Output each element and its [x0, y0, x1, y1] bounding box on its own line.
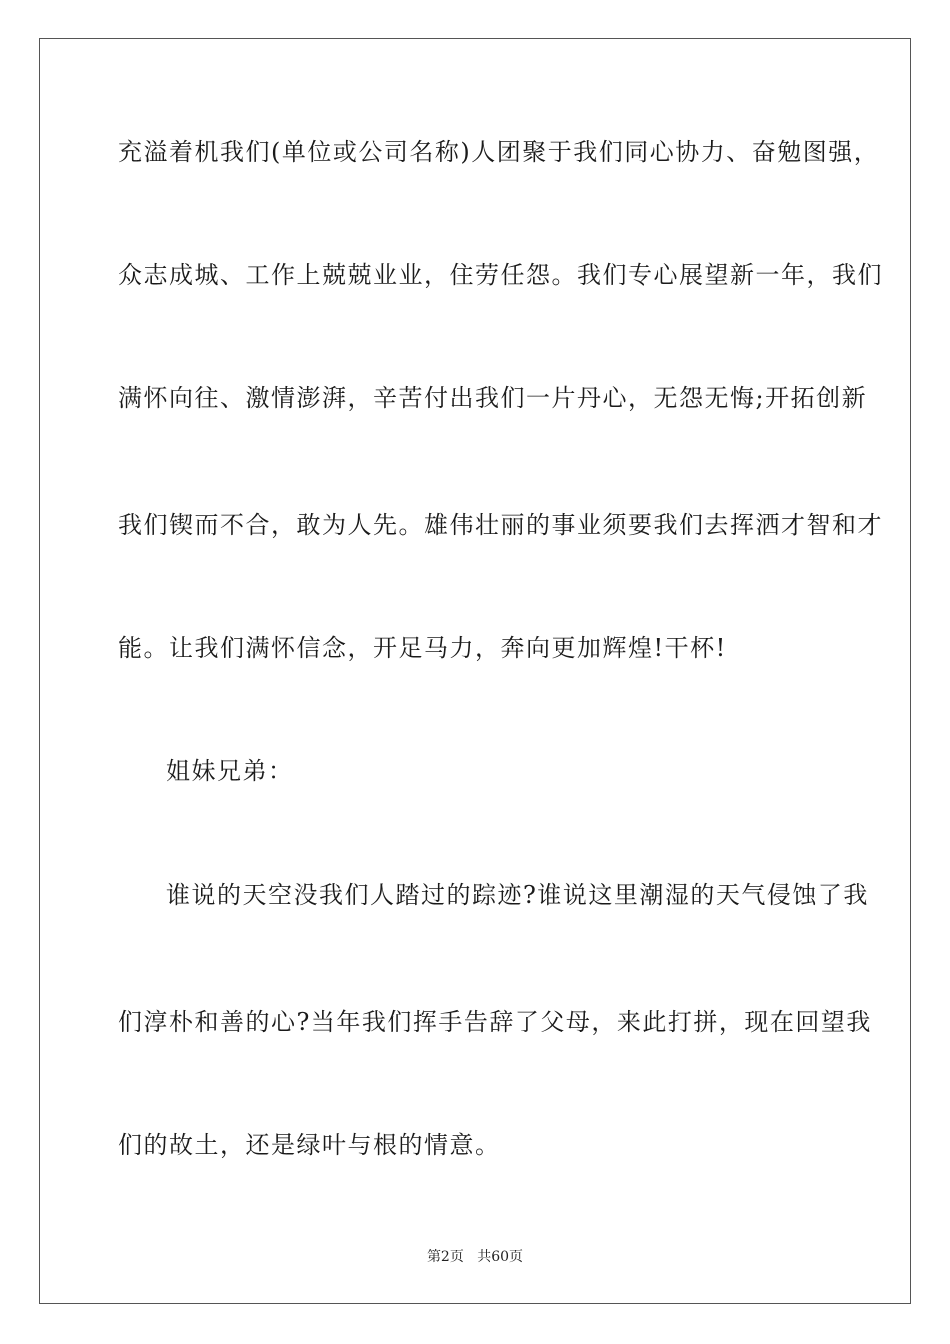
page-number: 第2页 [426, 1249, 464, 1265]
paragraph-line-4: 我们锲而不合，敢为人先。雄伟壮丽的事业须要我们去挥洒才智和才 [118, 511, 883, 539]
paragraph-line-8: 们的故土，还是绿叶与根的情意。 [118, 1131, 501, 1159]
paragraph-line-1: 充溢着机我们(单位或公司名称)人团聚于我们同心协力、奋勉图强， [118, 138, 880, 166]
paragraph-line-5: 能。让我们满怀信念，开足马力，奔向更加辉煌!干杯! [118, 634, 727, 662]
page-total: 共60页 [477, 1249, 524, 1265]
paragraph-line-2: 众志成城、工作上兢兢业业，住劳任怨。我们专心展望新一年，我们 [118, 261, 883, 289]
paragraph-line-3: 满怀向往、激情澎湃，辛苦付出我们一片丹心，无怨无悔;开拓创新 [118, 384, 868, 412]
paragraph-line-7: 们淳朴和善的心?当年我们挥手告辞了父母，来此打拼，现在回望我 [118, 1008, 872, 1036]
paragraph-line-6: 谁说的天空没我们人踏过的踪迹?谁说这里潮湿的天气侵蚀了我 [166, 881, 869, 909]
page-footer [0, 1247, 950, 1267]
salutation-line: 姐妹兄弟： [166, 757, 294, 785]
page-frame [39, 38, 911, 1304]
